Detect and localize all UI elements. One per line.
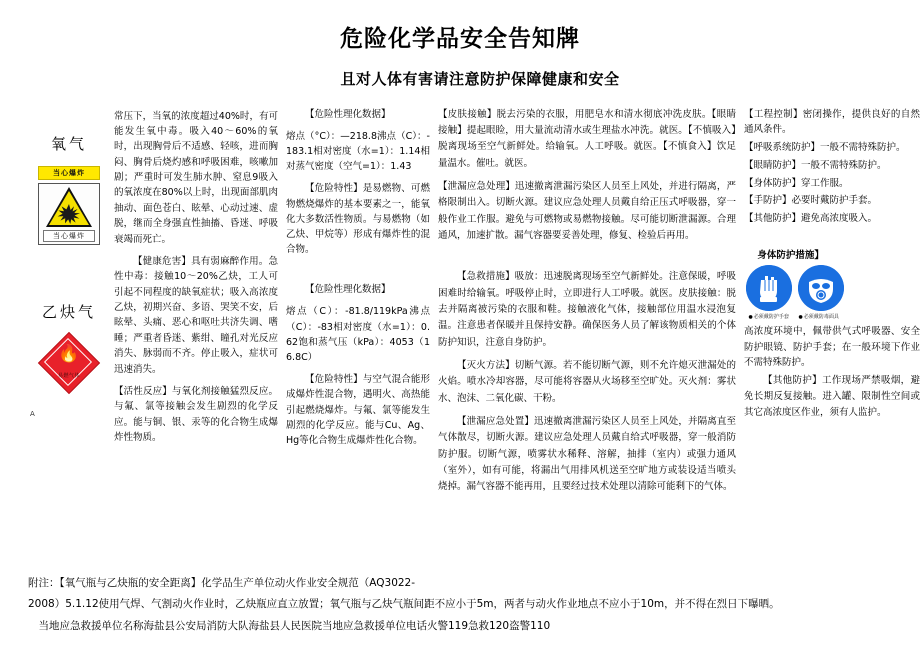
page-title: 危险化学品安全告知牌	[340, 26, 580, 52]
protection-column	[744, 107, 920, 423]
explosion-burst-icon	[56, 204, 82, 224]
footer-emergency-contact: 当地应急救援单位名称海盐县公安局消防大队海盐县人民医院当地应急救援单位电话火警119急救120盗警110	[38, 620, 551, 632]
mandatory-icon-row	[746, 265, 920, 311]
chemical-name-oxygen: 氧气	[50, 134, 87, 153]
oxygen-characteristic-text: 【危险特性】是易燃物、可燃物燃烧爆炸的基本要素之一，能氧化大多数活性物质。与易燃物（如乙炔、甲烷等）形成有爆炸性的混合物。	[286, 183, 430, 256]
header	[0, 0, 920, 89]
acetylene-protection-other: 【其他防护】工作现场严禁吸烟，避免长期反复接触。进入罐、限制性空间或其它高浓度区作业，须有人监护。	[744, 375, 920, 418]
flame-icon: 🔥	[58, 343, 80, 364]
acetylene-data-title: 【危险性理化数据】	[305, 284, 391, 296]
first-aid-column	[438, 107, 744, 503]
protection-item-body: 【身体防护】穿工作服。	[744, 177, 849, 189]
acetylene-first-aid-text: 【急救措施】吸放：迅速脱离现场至空气新鲜处。注意保暖，呼吸困难时给输氧。呼吸停止时，立即进行人工呼吸。就医。皮肤接触：脱去并隔离被污染的衣服和鞋。接触液化气体，接触部位用温水浸泡复温。注意患者保暖并且保持安静。确保医务人员了解该物质相关的个体防护知识，注意自身防护。	[438, 271, 736, 348]
explosive-warning-pictogram	[38, 166, 100, 245]
acetylene-fire-text: 【灭火方法】切断气源。若不能切断气源，则不允许熄灭泄漏处的火焰。喷水冷却容器，尽可能将容器从火场移至空旷处。灭火剂：雾状水、泡沫、二氧化碳、干粉。	[438, 359, 736, 404]
hazard-column	[114, 107, 286, 453]
protection-item-hand: 【手防护】必要时戴防护手套。	[744, 195, 878, 207]
oxygen-data-body: 熔点（°C）：—218.8沸点（C）：-183.1相对密度（水=1）：1.14相对蒸气密度（空气=1）：1.43	[286, 130, 430, 173]
chemical-block-oxygen	[28, 133, 110, 245]
subtitle-row	[0, 68, 920, 89]
acetylene-data-body: 熔点（C）：-81.8/119kPa沸点（C）：-83相对密度（水=1）：0.62饱和蒸气压（kPa）：4053（16.8C）	[286, 306, 430, 364]
acetylene-reactivity-text: 【活性反应】与氧化剂接触猛烈反应。与氟、氯等接触会发生剧烈的化学反应。能与铜、银、汞等的化合物生成爆炸性物质。	[114, 385, 278, 444]
acetylene-protection-body: 高浓度环境中，佩带供气式呼吸器、安全防护眼镜、防护手套；在一般环境下作业不需特殊防护。	[744, 325, 920, 369]
chemical-label-column	[28, 107, 114, 418]
gloves-icon-caption: 必须戴防护手套	[748, 312, 790, 319]
acetylene-leak-text: 【泄漏应急处置】迅速撤离泄漏污染区人员至上风处，并隔离直至气体散尽，切断火源。建议应急处理人员戴自给式呼吸器，穿一般消防防护服。切断气源，喷雾状水稀释、溶解，抽排（室内）或强力通风（室外），如有可能，将漏出气用排风机送至空旷地方或装设适当喷头烧掉。漏气容器不能再用，且要经过技术处理以清除可能剩下的气体。	[438, 415, 736, 493]
explosive-caption-label: 当心爆炸	[43, 230, 95, 242]
protection-item-other: 【其他防护】避免高浓度吸入。	[744, 213, 878, 225]
explosive-banner-label: 当心爆炸	[38, 166, 100, 180]
respirator-icon-caption: 必须戴防毒面具	[798, 312, 840, 319]
warning-triangle-icon	[46, 187, 92, 227]
flammable-label: 易燃气体	[57, 372, 80, 379]
footer-note-line-1: 附注：【氧气瓶与乙炔瓶的安全距离】化学品生产单位动火作业安全规范（AQ3022-	[28, 577, 416, 590]
protection-item-engineering: 【工程控制】密闭操作，提供良好的自然通风条件。	[744, 108, 920, 136]
oxygen-leak-text: 【泄漏应急处理】迅速撤离泄漏污染区人员至上风处，并进行隔离，严格限制出入。切断火源。建议应急处理人员戴自给正压式呼吸器，穿一般作业工作服。避免与可燃物或易燃物接触。尽可能切断泄漏源。合理通风，加速扩散。漏气容器要妥善处理，修复、检验后再用。	[438, 180, 736, 241]
flammable-gas-pictogram	[40, 334, 98, 392]
must-wear-gloves-icon	[746, 265, 792, 311]
properties-column	[286, 107, 438, 456]
footer	[0, 573, 920, 633]
oxygen-data-title: 【危险性理化数据】	[305, 108, 391, 120]
oxygen-toxicity-text: 常压下，当氧的浓度超过40%时，有可能发生氧中毒。吸入40～60%的氧时，出现胸骨后不适感、轻咳，进而胸闷、胸骨后烧灼感和呼吸困难，咳嗽加剧；严重时可发生肺水肿、窒息9吸入的氧浓度在80%以上时，出现面部肌肉抽动、面色苍白、眩晕、心动过速、虚脱，继而全身强直性抽搐、昏迷、呼吸衰竭而死亡。	[114, 110, 278, 245]
acetylene-footnote-mark: A	[30, 409, 35, 418]
protection-item-respiratory: 【呼吸系统防护】一般不需特殊防护。	[744, 142, 906, 154]
page-subtitle: 且对人体有害请注意防护保障健康和安全	[340, 69, 620, 88]
content-grid	[0, 89, 920, 503]
chemical-block-acetylene	[28, 301, 110, 418]
body-protection-heading: 身体防护措施】	[757, 249, 824, 261]
oxygen-first-aid-text: 【皮肤接触】脱去污染的衣服，用肥皂水和清水彻底冲洗皮肤。【眼睛接触】提起眼睑，用大量流动清水或生理盐水冲洗。就医。【不慎吸入】脱离现场至空气新鲜处。给输氧。人工呼吸。就医。【不慎食入】饮足量温水。催吐。就医。	[438, 108, 736, 169]
mandatory-icon-captions	[746, 312, 920, 320]
chemical-name-acetylene: 乙炔气	[41, 302, 96, 321]
protection-item-eye: 【眼睛防护】一般不需特殊防护。	[744, 159, 887, 171]
footer-note-line-2: 2008）5.1.12使用气焊、气割动火作业时，乙炔瓶应直立放置；氧气瓶与乙炔气瓶间距不应小于5m，两者与动火作业地点不应小于10m，并不得在烈日下曝晒。	[28, 597, 780, 610]
acetylene-health-hazard-text: 【健康危害】具有弱麻醉作用。急性中毒：接触10～20%乙炔，工人可引起不同程度的缺氧症状；吸入高浓度乙炔，初期兴奋、多语、哭笑不安，后眩晕、头痛、恶心和呕吐共济失调、嗜睡；严重者昏迷、紫绀、瞳孔对光反应消失、脉弱而不齐。停止吸入，症状可迅速消失。	[114, 255, 278, 375]
must-wear-respirator-icon	[798, 265, 844, 311]
acetylene-characteristic-text: 【危险特性】与空气混合能形成爆炸性混合物，遇明火、高热能引起燃烧爆炸。与氟、氯等能发生剧烈的化学反应。能与Cu、Ag、Hg等化合物生成爆炸性化合物。	[286, 374, 430, 446]
explosive-sign-box	[38, 183, 100, 245]
